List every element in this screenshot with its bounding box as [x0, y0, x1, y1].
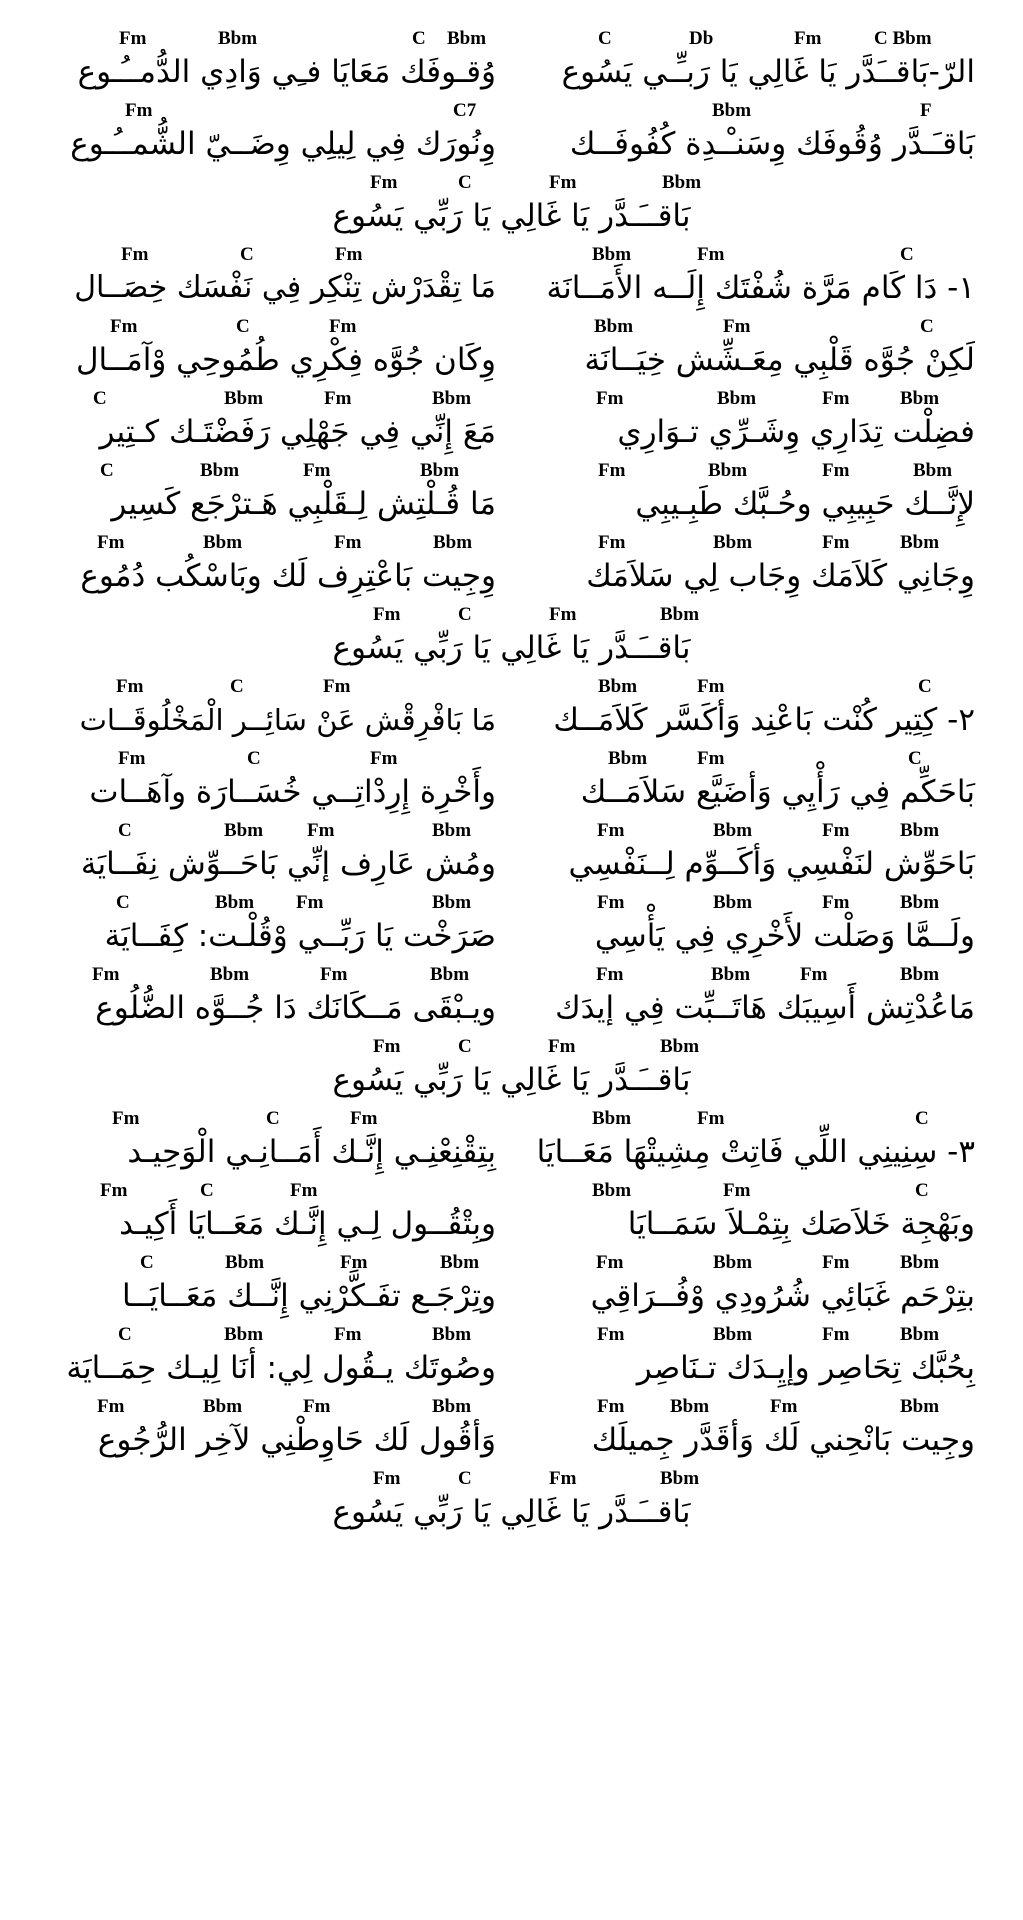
chord-label: Fm	[549, 604, 577, 625]
chord-label: Fm	[320, 964, 348, 985]
chord-label: Bbm	[210, 964, 250, 985]
chord-label: Bbm	[660, 1036, 700, 1057]
chord-label: Bbm	[432, 892, 472, 913]
chord-label: Fm	[822, 820, 850, 841]
chord-label: C	[920, 316, 934, 337]
chord-label: Fm	[296, 892, 324, 913]
chord-label: C	[915, 1108, 929, 1129]
chord-label: Fm	[697, 748, 725, 769]
chord-label: C	[458, 604, 472, 625]
chord-label: Bbm	[225, 1252, 265, 1273]
lyric-right-half: بَاحَوِّش لنَفْسِي وَأكَــوِّم لِــنَفْسِي	[568, 846, 975, 882]
chord-row	[0, 172, 1023, 194]
chord-label: Bbm	[224, 820, 264, 841]
verse-line	[0, 1324, 1023, 1388]
chord-label: C	[266, 1108, 280, 1129]
chord-label: Bbm	[660, 1468, 700, 1489]
lyric-left-half: مَا قُـلْتِش لِـقَلْبِي هَـترْجَع كَسِير	[111, 486, 496, 522]
chord-label: Fm	[822, 460, 850, 481]
chord-label: Bbm	[594, 316, 634, 337]
chord-row	[0, 1324, 1023, 1346]
lyric-right-half: لَكِنْ جُوَّه قَلْبِي مِعَـشِّش خِيَــانَة	[584, 342, 975, 378]
refrain-line	[0, 1036, 1023, 1100]
lyric-right-half: بتِرْحَم غَبَائِي شُرُودِي وْفُــرَاقِي	[590, 1278, 975, 1314]
chord-label: Fm	[290, 1180, 318, 1201]
chord-row	[0, 244, 1023, 266]
chord-label: Fm	[373, 1036, 401, 1057]
chord-label: Bbm	[717, 388, 757, 409]
lyric-left-half: وِنُورَك فِي لِيلِي وِضَــيّ الشُّمــُـوع	[70, 126, 496, 162]
chord-label: C	[118, 1324, 132, 1345]
lyric-right-half: وبَهْجِة خَلاَصَك بِتِمْـلاَ سَمَــايَا	[627, 1206, 975, 1242]
chord-label: Fm	[549, 1468, 577, 1489]
chord-row	[0, 1108, 1023, 1130]
chord-label: Fm	[822, 1324, 850, 1345]
verse-line	[0, 100, 1023, 164]
chord-label: Fm	[723, 316, 751, 337]
chord-label: C	[915, 1180, 929, 1201]
chord-label: C	[458, 1468, 472, 1489]
chord-label: Fm	[597, 820, 625, 841]
chord-row	[0, 676, 1023, 698]
lyric-left-half: وِجِيت بَاعْتِرِف لَك وبَاسْكُب دُمُوع	[80, 558, 496, 594]
verse-line	[0, 460, 1023, 524]
chord-row	[0, 892, 1023, 914]
chord-label: C Bbm	[874, 28, 932, 49]
chord-label: F	[920, 100, 932, 121]
lyric-right-half: ٢- كِتِير كُنْت بَاعْنِد وَأكَسَّر كَلاَمَــك	[553, 702, 975, 738]
chord-label: Fm	[549, 172, 577, 193]
chord-label: Bbm	[433, 532, 473, 553]
lyric-left-half: وصُوتَك يـقُول لِي: أنَا لِيـك حِمَــايَة	[66, 1350, 496, 1386]
chord-label: Fm	[596, 388, 624, 409]
chord-row	[0, 28, 1023, 50]
chord-row	[0, 100, 1023, 122]
lyric-right-half: بِحُبَّك تِحَاصِر وإيِـدَك تـنَاصِر	[636, 1350, 975, 1386]
chord-label: Fm	[97, 1396, 125, 1417]
verse-line	[0, 676, 1023, 740]
chord-label: Fm	[794, 28, 822, 49]
chord-label: Fm	[597, 892, 625, 913]
lyric-left-half: وبِتْقُــول لِـي إِنَّـك مَعَــايَا أَكِيـد	[119, 1206, 496, 1242]
refrain-lyric: بَاقــَـدَّر يَا غَالِي يَا رَبِّي يَسُوع	[332, 1494, 691, 1530]
chord-label: Bbm	[900, 1324, 940, 1345]
chord-label: Fm	[350, 1108, 378, 1129]
lyric-left-half: وأَخْرِة إِرِدْاتِــي خُسَــارَة وآهَــات	[89, 774, 496, 810]
chord-label: Bbm	[592, 244, 632, 265]
chord-label: Db	[689, 28, 714, 49]
chord-label: C	[240, 244, 254, 265]
chord-label: Fm	[119, 28, 147, 49]
chord-label: C	[118, 820, 132, 841]
chord-label: C	[230, 676, 244, 697]
chord-row	[0, 1180, 1023, 1202]
chord-label: Bbm	[447, 28, 487, 49]
chord-row	[0, 532, 1023, 554]
lyric-left-half: مَا بَافْرِقْش عَنْ سَائِــر الْمَخْلُوقَــات	[79, 703, 496, 737]
chord-row	[0, 1252, 1023, 1274]
chord-label: C	[93, 388, 107, 409]
chord-label: Fm	[125, 100, 153, 121]
chord-label: Bbm	[598, 676, 638, 697]
chord-row	[0, 1036, 1023, 1058]
chord-label: C	[412, 28, 426, 49]
lyric-right-half: لإِنَّــك حَبِيبِي وحُـبَّك طَبِـيبِي	[635, 486, 975, 522]
refrain-line	[0, 604, 1023, 668]
chord-label: Fm	[822, 388, 850, 409]
chord-label: Fm	[329, 316, 357, 337]
lyric-left-half: بِتِقْنِعْنِـي إِنَّـك أَمَــانِـي الْوَحِيـد	[127, 1134, 496, 1170]
chord-row	[0, 388, 1023, 410]
chord-label: Bbm	[713, 1252, 753, 1273]
chord-label: Fm	[307, 820, 335, 841]
chord-label: Bbm	[708, 460, 748, 481]
lyric-left-half: ومُش عَارِف إنِّي بَاحَــوِّش نِفَــايَة	[80, 846, 496, 882]
lyric-left-half: مَعَ إِنِّي فِي جَهْلِي رَفَضْتَـك كـتِير	[99, 414, 496, 450]
chord-label: Bbm	[592, 1180, 632, 1201]
chord-label: Bbm	[608, 748, 648, 769]
chord-label: Bbm	[670, 1396, 710, 1417]
chord-label: Fm	[822, 892, 850, 913]
chord-label: Bbm	[662, 172, 702, 193]
chord-label: Bbm	[200, 460, 240, 481]
chord-label: Bbm	[900, 1252, 940, 1273]
verse-line	[0, 1396, 1023, 1460]
refrain-lyric: بَاقــَـدَّر يَا غَالِي يَا رَبِّي يَسُوع	[332, 198, 691, 234]
chord-label: Bbm	[711, 964, 751, 985]
verse-line	[0, 892, 1023, 956]
chord-label: Fm	[112, 1108, 140, 1129]
chord-label: Bbm	[430, 964, 470, 985]
refrain-lyric: بَاقــَـدَّر يَا غَالِي يَا رَبِّي يَسُوع	[332, 1062, 691, 1098]
lyric-right-half: ولَــمَّا وَصَلْت لأَخْرِي فِي يَأْسِي	[594, 918, 975, 954]
chord-label: Fm	[697, 244, 725, 265]
chord-label: Fm	[373, 604, 401, 625]
chord-row	[0, 460, 1023, 482]
chord-label: Bbm	[432, 820, 472, 841]
chord-label: C	[116, 892, 130, 913]
chord-label: C	[200, 1180, 214, 1201]
lyric-left-half: مَا تِقْدَرْش تِنْكِر فِي نَفْسَك خِصَــال	[74, 270, 496, 305]
chord-label: Fm	[596, 1252, 624, 1273]
lyric-right-half: الرّ-بَاقــَدَّر يَا غَالِي يَا رَبـِّـي يَسُوع	[561, 54, 975, 90]
chord-label: Fm	[822, 532, 850, 553]
chord-label: Fm	[340, 1252, 368, 1273]
lyric-right-half: وِجَانِي كَلاَمَك وِجَاب لِي سَلاَمَك	[586, 558, 975, 594]
chord-row	[0, 964, 1023, 986]
chord-label: Fm	[97, 532, 125, 553]
chord-label: Bbm	[713, 892, 753, 913]
lyric-right-half: بَاحَكِّم فِي رَأْيِي وَأضَيَّع سَلاَمَــك	[580, 774, 975, 810]
chord-label: Fm	[323, 676, 351, 697]
chord-label: Fm	[373, 1468, 401, 1489]
chord-label: Bbm	[660, 604, 700, 625]
chord-label: C	[140, 1252, 154, 1273]
chord-label: Bbm	[900, 388, 940, 409]
chord-label: Bbm	[432, 388, 472, 409]
chord-label: Fm	[324, 388, 352, 409]
chord-label: Bbm	[215, 892, 255, 913]
lyric-right-half: ٣- سِنِينِي اللِّي فَاتِتْ مِشِيتْهَا مَعَــايَا	[536, 1134, 975, 1170]
chord-label: Fm	[121, 244, 149, 265]
refrain-line	[0, 172, 1023, 236]
chord-label: Bbm	[900, 892, 940, 913]
chord-row	[0, 748, 1023, 770]
chord-label: Fm	[370, 748, 398, 769]
chord-label: Fm	[110, 316, 138, 337]
chord-label: C7	[453, 100, 477, 121]
lyric-right-half: ١- دَا كَام مَرَّة شُفْتَك إِلَــه الأَمَــانَة	[546, 270, 975, 306]
lyric-left-half: صَرَخْت يَا رَبِّــي وْقُلْـت: كِفَــايَة	[104, 918, 496, 954]
verse-line	[0, 388, 1023, 452]
verse-line	[0, 28, 1023, 92]
chord-label: Fm	[335, 244, 363, 265]
chord-label: Bbm	[440, 1252, 480, 1273]
lyric-left-half: وِكَان جُوَّه فِكْرِي طُمُوحِي وْآمَــال	[75, 342, 496, 378]
lyric-right-half: مَاعُدْتِش أَسِيبَك هَاتَــبِّت فِي إيدَك	[555, 990, 975, 1026]
verse-line	[0, 820, 1023, 884]
chord-label: Fm	[723, 1180, 751, 1201]
chord-row	[0, 1396, 1023, 1418]
chord-label: Fm	[334, 1324, 362, 1345]
chord-label: Bbm	[420, 460, 460, 481]
chord-label: Fm	[116, 676, 144, 697]
chord-label: Fm	[597, 1396, 625, 1417]
chord-label: C	[100, 460, 114, 481]
chord-label: Bbm	[913, 460, 953, 481]
lyric-left-half: وتِرْجَـع تفَـكَّرْنِي إِنَّــك مَعَــايَــا	[121, 1278, 496, 1314]
chord-label: Bbm	[713, 532, 753, 553]
verse-line	[0, 1180, 1023, 1244]
refrain-line	[0, 1468, 1023, 1532]
chord-row	[0, 820, 1023, 842]
verse-line	[0, 316, 1023, 380]
lyric-right-half: وجِيت بَانْحِني لَك وَأقَدَّر جِميلَك	[591, 1422, 975, 1458]
lyric-left-half: وُقـوفَك مَعَايَا فـِي وَادِي الدُّمــُـوع	[77, 54, 496, 90]
chord-label: C	[918, 676, 932, 697]
verse-line	[0, 748, 1023, 812]
lyric-left-half: وَأقُول لَك حَاوِطْنِي لآخِر الرُّجُوع	[97, 1422, 496, 1458]
verse-line	[0, 964, 1023, 1028]
lyric-left-half: ويـبْقَى مَــكَانَك دَا جُــوَّه الضُّلُوع	[95, 990, 496, 1026]
chord-label: Bbm	[713, 820, 753, 841]
chord-row	[0, 604, 1023, 626]
verse-line	[0, 244, 1023, 308]
chord-label: Fm	[596, 964, 624, 985]
chord-label: Bbm	[900, 532, 940, 553]
chord-label: Bbm	[900, 1396, 940, 1417]
lyric-right-half: فضِلْت تِدَارِي وِشَـرِّي تـوَارِي	[617, 414, 975, 450]
chord-label: C	[236, 316, 250, 337]
verse-line	[0, 532, 1023, 596]
refrain-lyric: بَاقــَـدَّر يَا غَالِي يَا رَبِّي يَسُوع	[332, 630, 691, 666]
chord-label: Bbm	[218, 28, 258, 49]
chord-label: Fm	[822, 1252, 850, 1273]
chord-label: Fm	[697, 676, 725, 697]
chord-label: Fm	[303, 460, 331, 481]
chord-label: Bbm	[432, 1324, 472, 1345]
chord-label: Fm	[548, 1036, 576, 1057]
chord-row	[0, 1468, 1023, 1490]
chord-label: Bbm	[203, 1396, 243, 1417]
chord-label: Bbm	[713, 1324, 753, 1345]
chord-label: Fm	[92, 964, 120, 985]
chord-label: Bbm	[224, 388, 264, 409]
chord-label: C	[458, 1036, 472, 1057]
chord-label: Bbm	[203, 532, 243, 553]
chord-label: C	[247, 748, 261, 769]
chord-label: Bbm	[224, 1324, 264, 1345]
chord-label: Fm	[597, 1324, 625, 1345]
chord-label: Bbm	[900, 820, 940, 841]
lyric-right-half: بَاقـَـدَّر وُقُوفَك وِسَنـْـدِة كُفُوفَــك	[569, 126, 975, 162]
chord-label: Fm	[370, 172, 398, 193]
chord-row	[0, 316, 1023, 338]
chord-label: C	[458, 172, 472, 193]
chord-label: Fm	[598, 532, 626, 553]
chord-label: C	[900, 244, 914, 265]
chord-label: Bbm	[592, 1108, 632, 1129]
verse-line	[0, 1252, 1023, 1316]
chord-label: Fm	[770, 1396, 798, 1417]
chord-label: Fm	[334, 532, 362, 553]
chord-label: Bbm	[712, 100, 752, 121]
chord-label: Fm	[800, 964, 828, 985]
chord-label: Bbm	[900, 964, 940, 985]
chord-label: Fm	[598, 460, 626, 481]
chord-label: Bbm	[432, 1396, 472, 1417]
chord-label: Fm	[118, 748, 146, 769]
chord-label: C	[908, 748, 922, 769]
chord-label: Fm	[697, 1108, 725, 1129]
chord-label: Fm	[100, 1180, 128, 1201]
chord-label: C	[598, 28, 612, 49]
verse-line	[0, 1108, 1023, 1172]
chord-label: Fm	[303, 1396, 331, 1417]
